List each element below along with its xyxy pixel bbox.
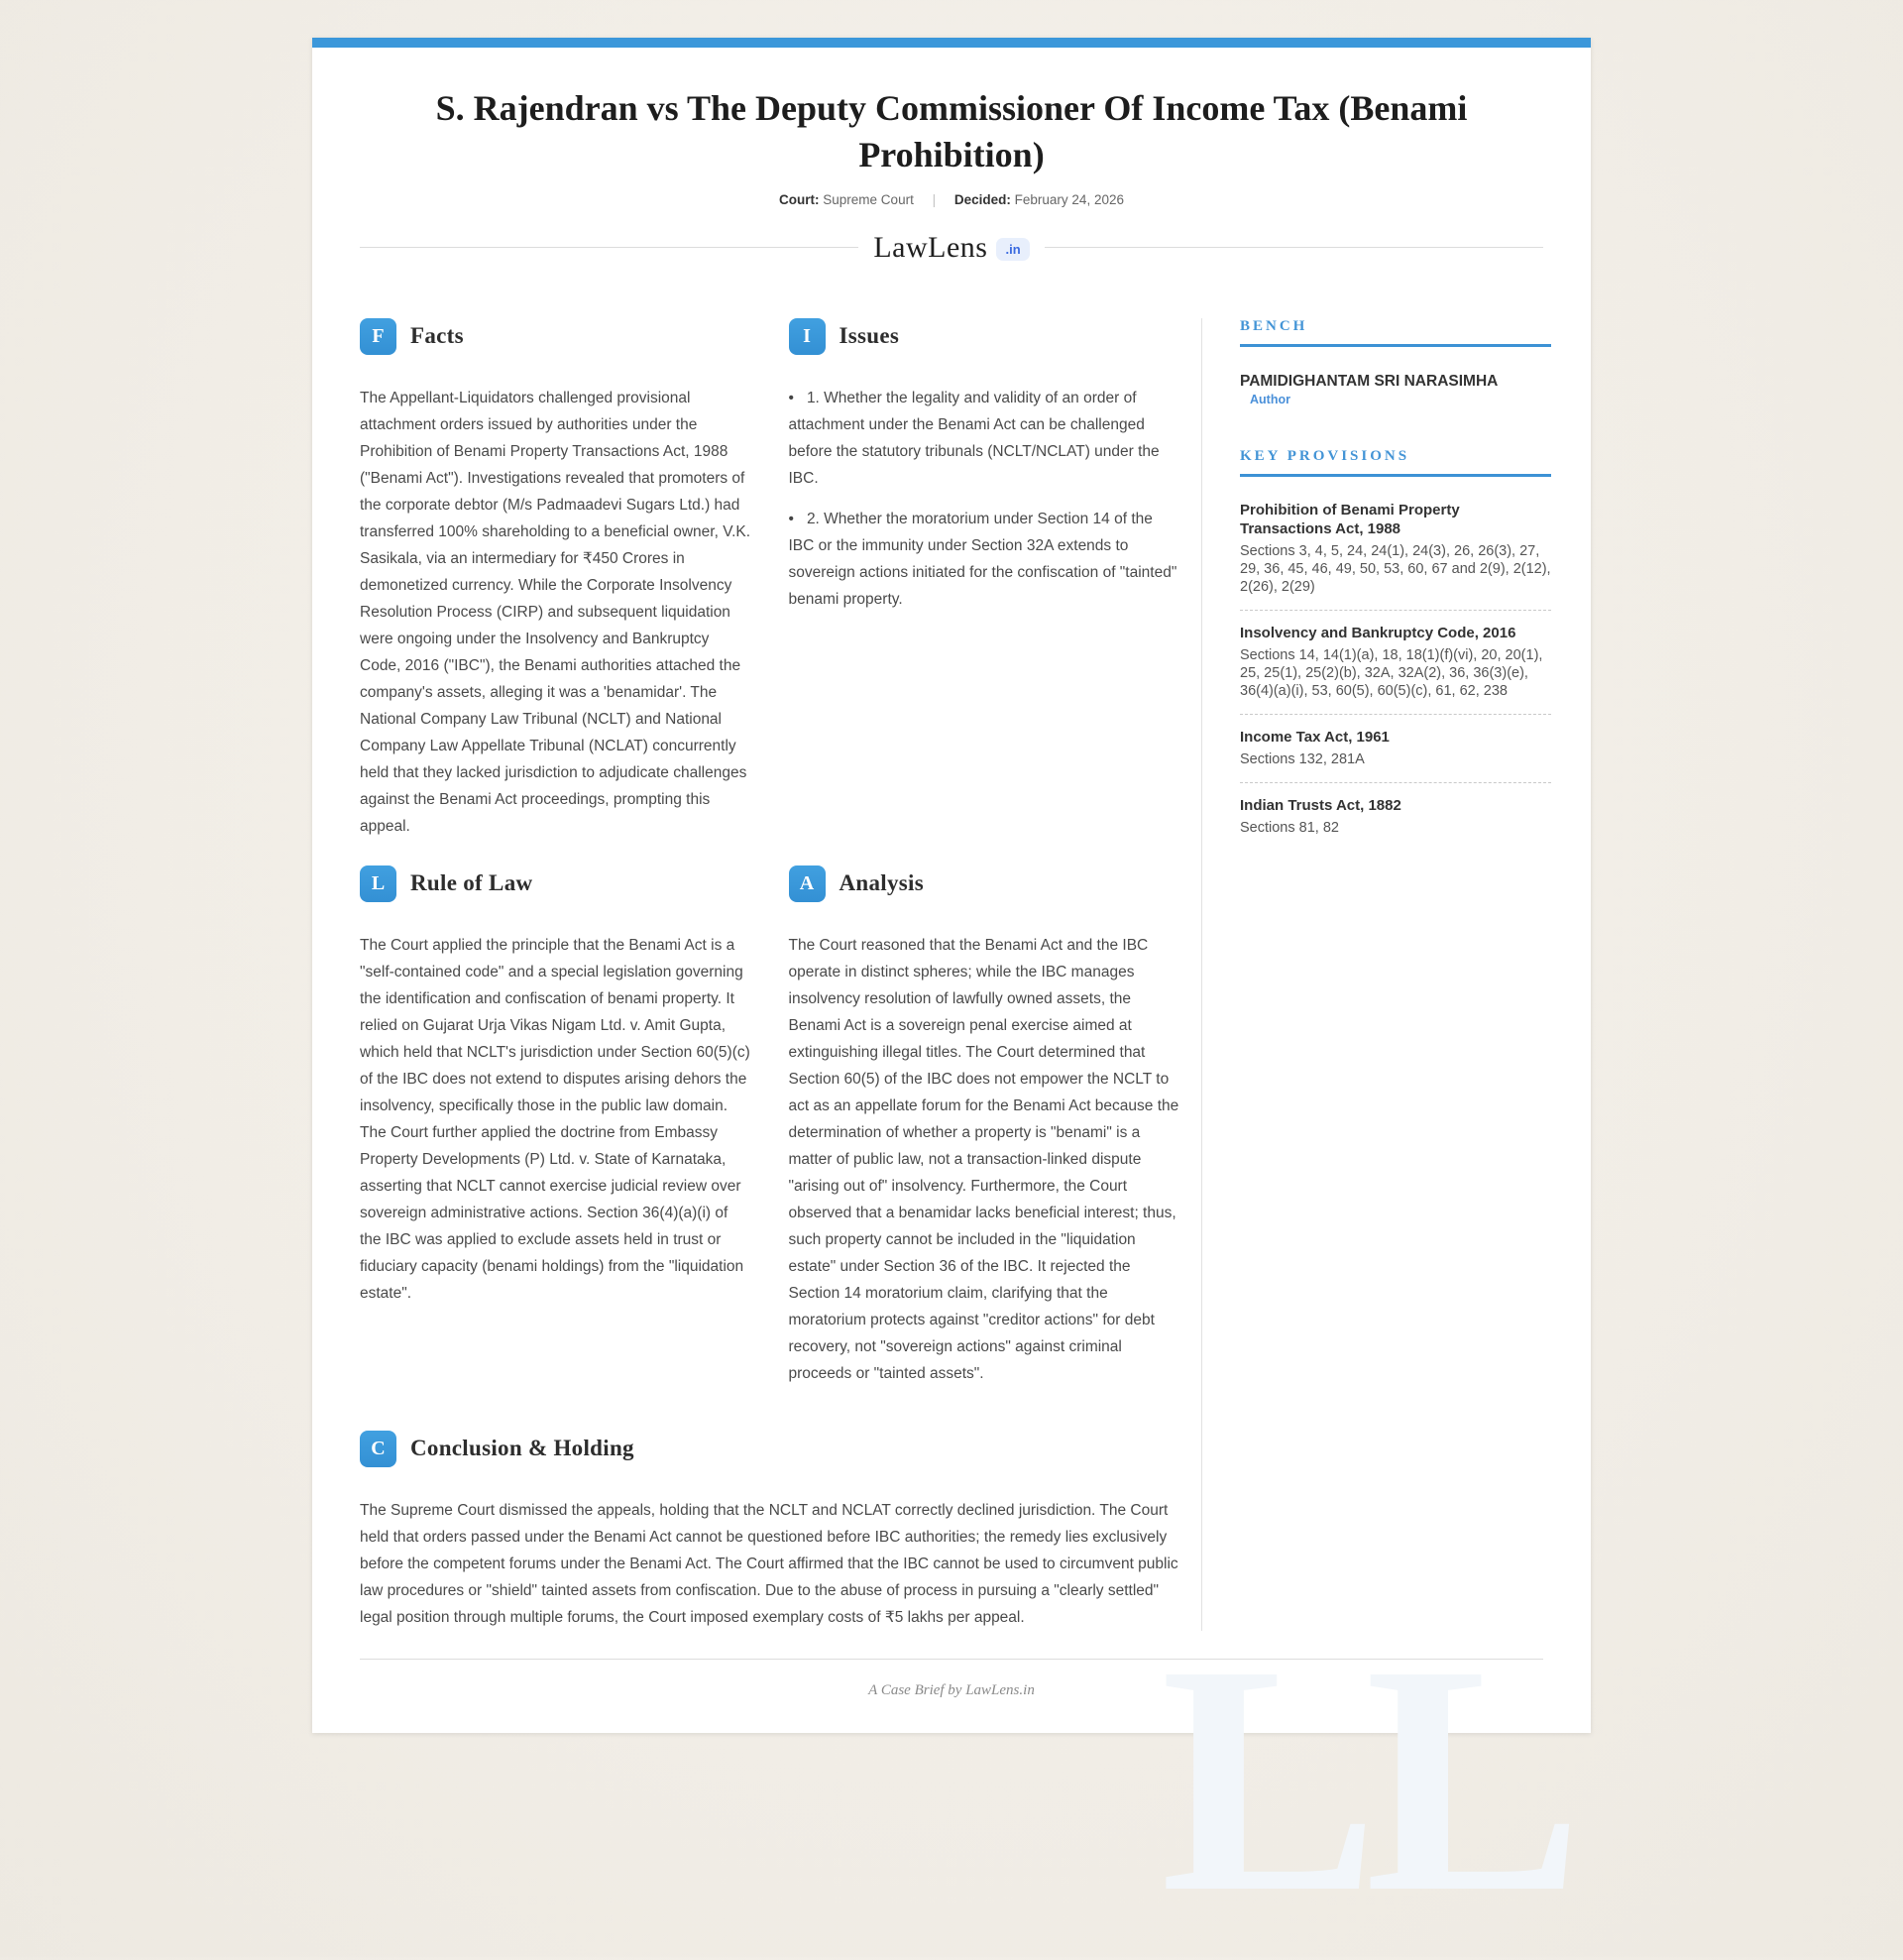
issues-section (789, 318, 1180, 840)
judge-row (1240, 373, 1551, 408)
analysis-section (789, 865, 1180, 1387)
provision-act-name: Insolvency and Bankruptcy Code, 2016 (1240, 624, 1516, 641)
provision-sections: Sections 3, 4, 5, 24, 24(1), 24(3), 26, 26(3), 27, 29, 36, 45, 46, 49, 50, 53, 60, 67 and 2(9), 2(12), 2(26), 2(29) (1240, 542, 1551, 595)
decided-value: February 24, 2026 (1014, 191, 1124, 207)
analysis-section-header (789, 865, 1180, 902)
provision-item (1240, 783, 1551, 851)
provision-item (1240, 611, 1551, 715)
provision-act-name: Indian Trusts Act, 1882 (1240, 797, 1401, 815)
case-title: S. Rajendran vs The Deputy Commissioner Of Income Tax (Benami Prohibition) (435, 88, 1468, 174)
facts-badge-icon: F (360, 318, 396, 355)
provision-item (1240, 488, 1551, 611)
brand-wordmark: LawLens (873, 230, 988, 264)
provision-act-name: Income Tax Act, 1961 (1240, 728, 1390, 746)
rule-of-law-section-body: The Court applied the principle that the Benami Act is a "self-contained code" and a special legislation governing the identification and confiscation of benami property. It relied on Gujarat Urja Vikas Nigam Ltd. v. Amit Gupta, which held that NCLT's jurisdiction under Section 60(5)(c) of the IBC does not extend to disputes arising dehors the insolvency, specifically those in the public law domain. The Court further applied the doctrine from Embassy Property Developments (P) Ltd. v. State of Karnataka, asserting that NCLT cannot exercise judicial review over sovereign administrative actions. Section 36(4)(a)(i) of the IBC was applied to exclude assets held in trust or fiduciary capacity (benami holdings) from the "liquidation estate". (360, 936, 750, 1302)
issues-badge-icon: I (789, 318, 826, 355)
key-provisions-heading: KEY PROVISIONS (1240, 448, 1551, 477)
issues-section-header (789, 318, 1180, 355)
analysis-section-body: The Court reasoned that the Benami Act and the IBC operate in distinct spheres; while the IBC manages insolvency resolution of lawfully owned assets, the Benami Act is a sovereign penal exercise aimed at extinguishing illegal titles. The Court determined that Section 60(5) of the IBC does not empower the NCLT to act as an appellate forum for the Benami Act because the determination of whether a property is "benami" is a matter of public law, not a transaction-linked dispute "arising out of" insolvency. Furthermore, the Court observed that a benamidar lacks beneficial interest; thus, such property cannot be included in the "liquidation estate" under Section 36 of the IBC. It rejected the Section 14 moratorium claim, clarifying that the moratorium protects against "creditor actions" for debt recovery, not "sovereign actions" against criminal proceeds or "tainted assets". (788, 936, 1179, 1382)
provision-sections: Sections 14, 14(1)(a), 18, 18(1)(f)(vi), 20, 20(1), 25, 25(1), 25(2)(b), 32A, 32A(2), 36, 36(3)(e), 36(4)(a)(i), 53, 60(5), 60(5)(c), 61, 62, 238 (1240, 647, 1543, 699)
case-brief-card (312, 38, 1591, 1960)
rule-of-law-badge-icon: L (360, 865, 396, 902)
facts-section (360, 318, 751, 840)
top-accent-bar (312, 38, 1591, 48)
issues-list (789, 385, 1180, 613)
provision-sections: Sections 81, 82 (1240, 820, 1339, 837)
brand-logo (873, 231, 1029, 265)
facts-section-title: Facts (410, 323, 464, 349)
brand-divider-row (312, 231, 1591, 265)
bench-heading: BENCH (1240, 318, 1551, 347)
provisions-list (1240, 488, 1551, 852)
divider-line-right (1045, 247, 1543, 248)
conclusion-section-header (360, 1431, 1179, 1467)
issue-item: • 2. Whether the moratorium under Section 14 of the IBC or the immunity under Section 32A extends to sovereign actions initiated for the confiscation of "tainted" benami property. (789, 506, 1180, 613)
sections-grid (360, 318, 1179, 1387)
brand-watermark: LL (1160, 1598, 1569, 1960)
conclusion-badge-icon: C (360, 1431, 396, 1467)
rule-of-law-section (360, 865, 751, 1387)
judge-name: PAMIDIGHANTAM SRI NARASIMHA (1240, 372, 1499, 390)
analysis-badge-icon: A (789, 865, 826, 902)
conclusion-section-title: Conclusion & Holding (410, 1436, 634, 1461)
provision-sections: Sections 132, 281A (1240, 751, 1365, 768)
provision-item (1240, 715, 1551, 783)
divider-line-left (360, 247, 858, 248)
footer-note: A Case Brief by LawLens.in (868, 1681, 1035, 1698)
case-header (312, 48, 1591, 265)
analysis-section-title: Analysis (839, 870, 924, 896)
conclusion-section-body: The Supreme Court dismissed the appeals, holding that the NCLT and NCLAT correctly declined jurisdiction. The Court held that orders passed under the Benami Act cannot be questioned before IBC authorities; the remedy lies exclusively before the competent forums under the Benami Act. The Court affirmed that the IBC cannot be used to circumvent public law procedures or "shield" tainted assets from confiscation. Due to the abuse of process in pursuing a "clearly settled" legal position through multiple forums, the Court imposed exemplary costs of ₹5 lakhs per appeal. (360, 1501, 1178, 1626)
case-meta (312, 192, 1591, 207)
main-column (360, 318, 1202, 1631)
court-value: Supreme Court (823, 191, 914, 207)
facts-section-body: The Appellant-Liquidators challenged provisional attachment orders issued by authorities under the Prohibition of Benami Property Transactions Act, 1988 ("Benami Act"). Investigations revealed that promoters of the corporate debtor (M/s Padmaadevi Sugars Ltd.) had transferred 100% shareholding to a beneficial owner, V.K. Sasikala, via an intermediary for ₹450 Crores in demonetized currency. While the Corporate Insolvency Resolution Process (CIRP) and subsequent liquidation were ongoing under the Insolvency and Bankruptcy Code, 2016 ("IBC"), the Benami authorities attached the company's assets, alleging it was a 'benamidar'. The National Company Law Tribunal (NCLT) and National Company Law Appellate Tribunal (NCLAT) concurrently held that they lacked jurisdiction to adjudicate challenges against the Benami Act proceedings, prompting this appeal. (360, 389, 751, 835)
card-footer (360, 1659, 1543, 1699)
provision-act-name: Prohibition of Benami Property Transactions Act, 1988 (1240, 501, 1460, 537)
sidebar (1202, 318, 1551, 1631)
judge-role-badge: Author (1250, 392, 1290, 406)
decided-label: Decided: (953, 191, 1011, 207)
rule-of-law-section-title: Rule of Law (410, 870, 533, 896)
issues-section-title: Issues (839, 323, 900, 349)
content-area (312, 318, 1591, 1631)
facts-section-header (360, 318, 751, 355)
conclusion-section (360, 1431, 1179, 1631)
court-label: Court: (779, 191, 820, 207)
rule-of-law-section-header (360, 865, 751, 902)
issue-item: • 1. Whether the legality and validity of an order of attachment under the Benami Act can be challenged before the statutory tribunals (NCLT/NCLAT) under the IBC. (789, 385, 1180, 492)
brand-tld-badge: .in (996, 238, 1029, 261)
meta-separator: | (932, 191, 937, 207)
page-background (0, 38, 1903, 1960)
